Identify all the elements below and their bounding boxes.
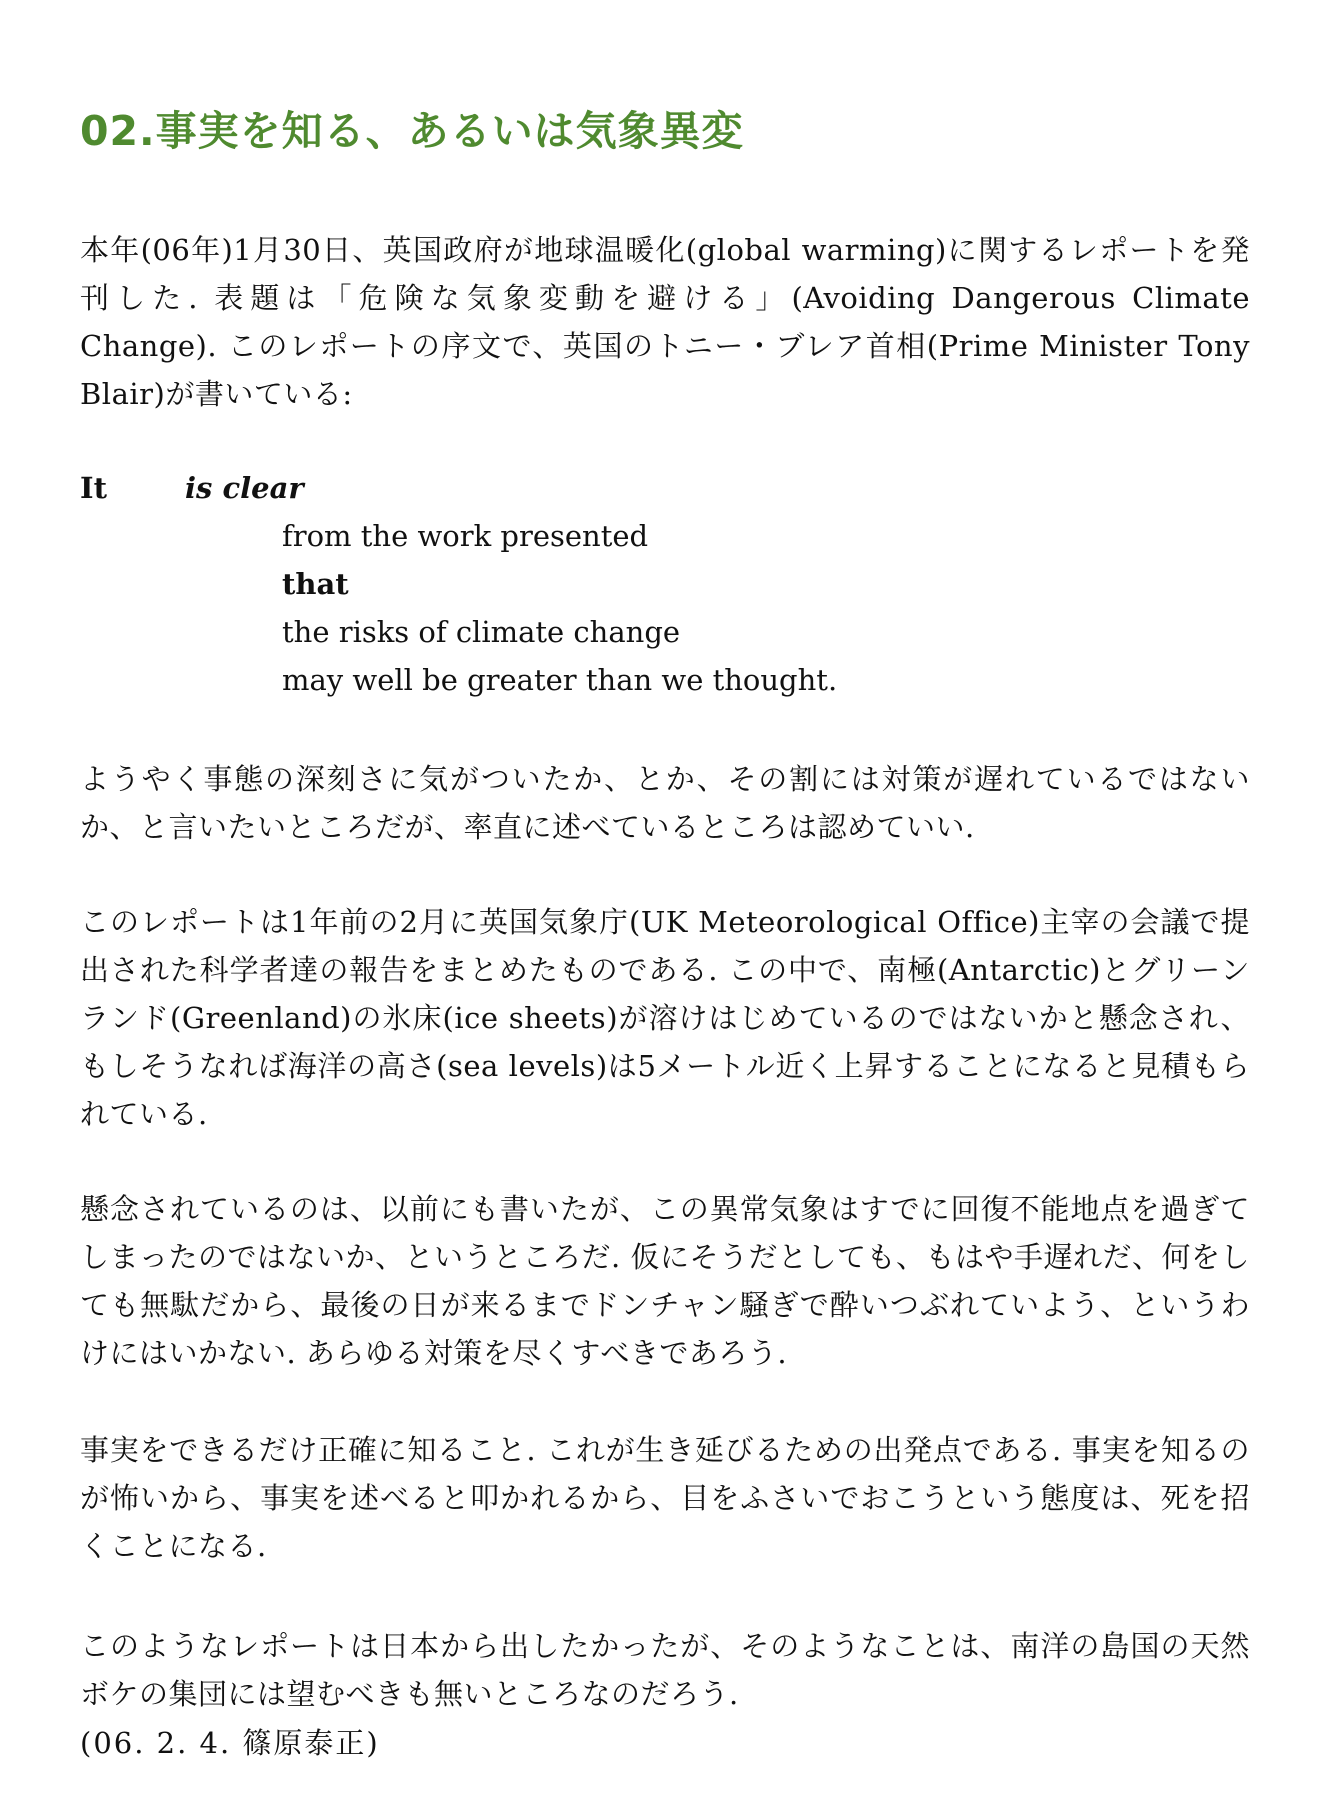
quote-row-5 [80,656,1250,704]
quote-row-4 [80,608,1250,656]
quote-it: It [80,471,107,505]
quote-row-1 [80,464,1250,512]
paragraph-know-facts: 事実をできるだけ正確に知ること. これが生き延びるための出発点である. 事実を知るのが怖いから、事実を述べると叩かれるから、目をふさいでおこうという態度は、死を招くことになる. [80,1433,1250,1563]
signature-date: (06. 2. 4. 篠原泰正) [80,1726,380,1760]
quote-line-3: the risks of climate change [282,615,681,649]
paragraph-commentary: ようやく事態の深刻さに気がついたか、とか、その割には対策が遅れているではないか、と言いたいところだが、率直に述べているところは認めていい. [80,762,1250,844]
page-title: 02.事実を知る、あるいは気象異変 [80,107,744,155]
quote-row-2 [80,512,1250,560]
paragraph-intro: 本年(06年)1月30日、英国政府が地球温暖化(global warming)に関するレポートを発刊した. 表題は「危険な気象変動を避ける」(Avoiding Dangerous Climate Change). このレポートの序文で、英国のトニー・ブレア首相(Prime Minister Tony Blair)が書いている: [80,233,1250,411]
quote-line-4: may well be greater than we thought. [282,663,838,697]
paragraph-report-background: このレポートは1年前の2月に英国気象庁(UK Meteorological Office)主宰の会議で提出された科学者達の報告をまとめたものである. この中で、南極(Antarctic)とグリーンランド(Greenland)の氷床(ice sheets)が溶けはじめているのではないかと懸念され、もしそうなれば海洋の高さ(sea levels)は5メートル近く上昇することになると見積もられている. [80,905,1250,1131]
quote-line-that: that [282,567,349,601]
quote-is-clear: is clear [185,471,304,505]
blair-quote [80,464,1250,704]
paragraph-conclusion: このようなレポートは日本から出したかったが、そのようなことは、南洋の島国の天然ボケの集団には望むべきも無いところなのだろう. [80,1629,1250,1711]
quote-line-1: from the work presented [282,519,649,553]
quote-row-3 [80,560,1250,608]
paragraph-concern: 懸念されているのは、以前にも書いたが、この異常気象はすでに回復不能地点を過ぎてしまったのではないか、というところだ. 仮にそうだとしても、もはや手遅れだ、何をしても無駄だから、最後の日が来るまでドンチャン騒ぎで酔いつぶれていよう、というわけにはいかない. あらゆる対策を尽くすべきであろう. [80,1192,1250,1370]
